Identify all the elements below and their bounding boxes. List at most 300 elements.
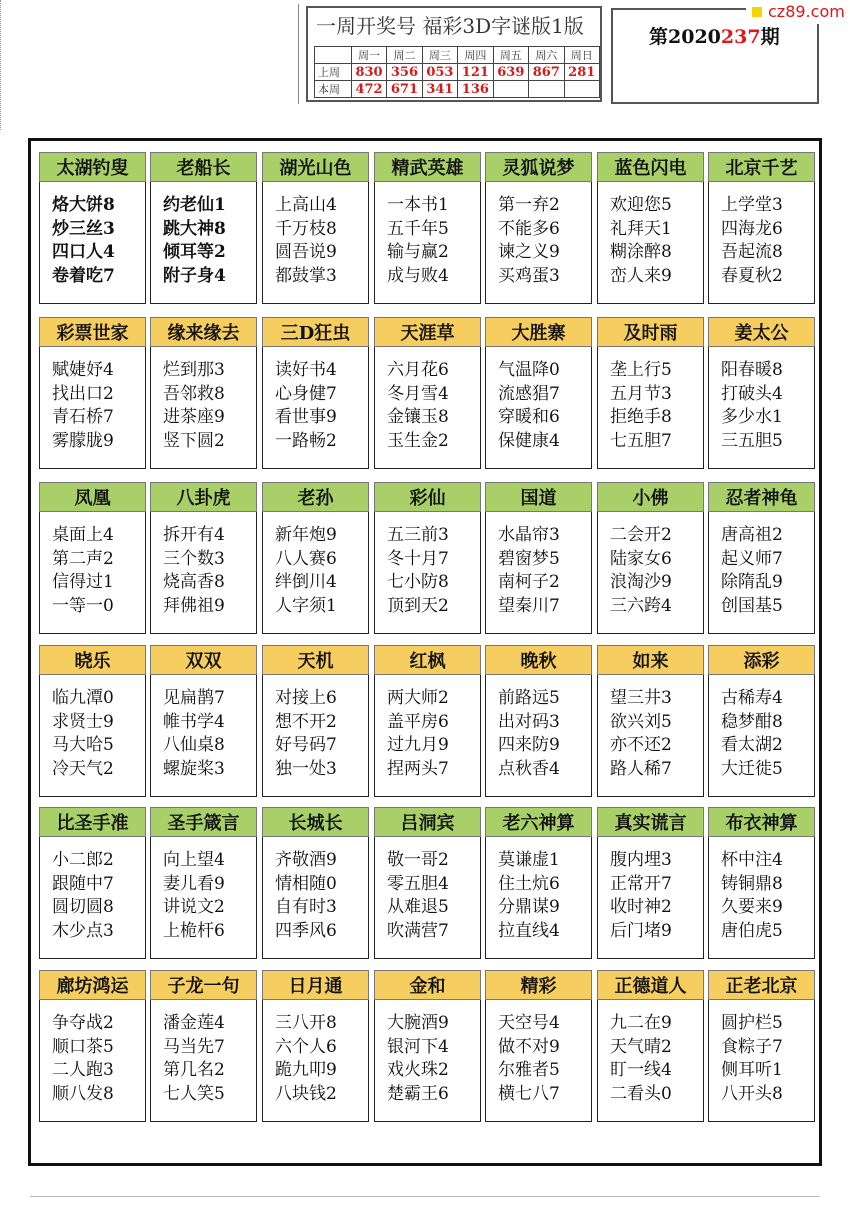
site-badge[interactable]	[746, 2, 846, 24]
panel-title: 精彩	[485, 970, 592, 1000]
puzzle-panel	[374, 970, 481, 1122]
riddle-line: 好号码7	[275, 735, 337, 755]
riddle-line: 过九月9	[387, 735, 449, 755]
riddle-line: 上高山4	[275, 195, 337, 215]
panel-body	[485, 512, 592, 634]
riddle-line: 妻儿看9	[163, 873, 225, 894]
puzzle-panel	[708, 482, 815, 634]
riddle-line: 捏两头7	[387, 758, 449, 779]
riddle-line: 久要来9	[721, 897, 783, 917]
panel-body	[708, 1000, 815, 1122]
panel-body	[262, 347, 369, 469]
puzzle-panel	[262, 317, 369, 469]
panel-body	[262, 1000, 369, 1122]
panel-title: 布衣神算	[708, 807, 815, 837]
riddle-line: 碧窗梦5	[498, 548, 560, 569]
riddle-line: 古稀寿4	[721, 688, 783, 708]
panel-body	[150, 512, 257, 634]
riddle-line: 路人稀7	[610, 758, 672, 779]
puzzle-panel	[708, 317, 815, 469]
riddle-line: 唐高祖2	[721, 525, 783, 545]
panel-body	[150, 837, 257, 959]
puzzle-panel	[39, 970, 146, 1122]
riddle-line: 穿暖和6	[498, 407, 560, 427]
riddle-line: 望三井3	[610, 688, 672, 708]
panel-body	[708, 512, 815, 634]
riddle-line: 二会开2	[610, 525, 672, 545]
panel-title: 小佛	[597, 482, 704, 512]
draw-number	[564, 81, 600, 98]
riddle-line: 情相随0	[275, 873, 337, 894]
puzzle-panel	[374, 317, 481, 469]
riddle-line: 千万枝8	[275, 218, 337, 239]
riddle-line: 做不对9	[498, 1036, 560, 1057]
riddle-line: 烂到那3	[163, 360, 225, 380]
draw-number: 830	[351, 64, 386, 81]
riddle-line: 顺口茶5	[52, 1036, 114, 1057]
riddle-line: 除隋乱9	[721, 572, 783, 592]
riddle-line: 找出口2	[52, 383, 114, 404]
riddle-line: 吹满营7	[387, 920, 449, 941]
riddle-line: 第二声2	[52, 548, 114, 569]
puzzle-panel	[150, 482, 257, 634]
puzzle-panel	[597, 807, 704, 959]
panel-body	[597, 347, 704, 469]
draw-number	[529, 81, 564, 98]
riddle-line: 八开头8	[721, 1083, 783, 1104]
panel-body	[374, 512, 481, 634]
riddle-line: 天空号4	[498, 1013, 560, 1033]
riddle-line: 冷天气2	[52, 758, 114, 779]
draw-number: 639	[493, 64, 528, 81]
riddle-line: 潘金莲4	[163, 1013, 225, 1033]
riddle-line: 青石桥7	[52, 407, 114, 427]
panel-title: 圣手箴言	[150, 807, 257, 837]
panel-body	[39, 347, 146, 469]
riddle-line: 多少水1	[721, 407, 783, 427]
panel-title: 姜太公	[708, 317, 815, 347]
panel-body	[485, 1000, 592, 1122]
panel-title: 如来	[597, 645, 704, 675]
riddle-line: 跟随中7	[52, 873, 114, 894]
panel-title: 长城长	[262, 807, 369, 837]
puzzle-panel	[374, 152, 481, 304]
puzzle-panel	[374, 482, 481, 634]
riddle-line: 四口人4	[52, 242, 115, 262]
panel-body	[708, 675, 815, 797]
riddle-line: 五三前3	[387, 525, 449, 545]
issue-number	[649, 22, 780, 49]
riddle-line: 欢迎您5	[610, 195, 672, 215]
riddle-line: 九二在9	[610, 1013, 672, 1033]
riddle-line: 卷着吃7	[52, 265, 115, 286]
panel-title: 正德道人	[597, 970, 704, 1000]
puzzle-panel	[262, 482, 369, 634]
puzzle-panel	[485, 970, 592, 1122]
riddle-line: 上学堂3	[721, 195, 783, 215]
riddle-line: 对接上6	[275, 688, 337, 708]
riddle-line: 四季风6	[275, 920, 337, 941]
riddle-line: 糊涂醉8	[610, 242, 672, 262]
panel-body	[39, 182, 146, 304]
riddle-line: 流感猖7	[498, 383, 560, 404]
riddle-line: 八人赛6	[275, 548, 337, 569]
panel-title: 北京千艺	[708, 152, 815, 182]
riddle-line: 食粽子7	[721, 1036, 783, 1057]
riddle-line: 横七八7	[498, 1083, 560, 1104]
bottom-divider	[30, 1196, 820, 1197]
riddle-line: 人字须1	[275, 595, 337, 616]
panel-title: 国道	[485, 482, 592, 512]
panel-title: 凤凰	[39, 482, 146, 512]
riddle-line: 创国基5	[721, 595, 783, 616]
riddle-line: 一路畅2	[275, 430, 337, 451]
riddle-line: 大迁徙5	[721, 758, 783, 779]
riddle-line: 冬月雪4	[387, 383, 449, 404]
puzzle-panel	[597, 152, 704, 304]
panel-body	[485, 182, 592, 304]
riddle-line: 附子身4	[163, 265, 226, 286]
panel-title: 缘来缘去	[150, 317, 257, 347]
panel-title: 彩仙	[374, 482, 481, 512]
riddle-line: 求贤士9	[52, 711, 114, 732]
riddle-line: 稳梦酣8	[721, 711, 783, 732]
draw-number: 136	[458, 81, 493, 98]
riddle-line: 正常开7	[610, 873, 672, 894]
panel-body	[597, 1000, 704, 1122]
riddle-line: 零五胆4	[387, 873, 449, 894]
draw-number: 053	[422, 64, 457, 81]
panel-body	[262, 675, 369, 797]
panel-title: 八卦虎	[150, 482, 257, 512]
draw-number: 356	[387, 64, 422, 81]
riddle-line: 心身健7	[275, 383, 337, 404]
riddle-line: 出对码3	[498, 711, 560, 732]
riddle-line: 小二郎2	[52, 850, 114, 870]
riddle-line: 六月花6	[387, 360, 449, 380]
riddle-line: 亦不还2	[610, 735, 672, 755]
panel-title: 老孙	[262, 482, 369, 512]
riddle-line: 浪淘沙9	[610, 572, 672, 592]
riddle-line: 赋婕妤4	[52, 360, 114, 380]
riddle-line: 五月节3	[610, 383, 672, 404]
riddle-line: 盖平房6	[387, 711, 449, 732]
panel-title: 日月通	[262, 970, 369, 1000]
draw-number: 281	[564, 64, 600, 81]
day-header: 周四	[458, 47, 493, 64]
riddle-line: 跳大神8	[163, 218, 226, 239]
riddle-line: 跪九叩9	[275, 1060, 337, 1080]
panel-body	[262, 182, 369, 304]
draw-number: 472	[351, 81, 386, 98]
riddle-line: 银河下4	[387, 1036, 449, 1057]
riddle-line: 第一弃2	[498, 195, 560, 215]
riddle-line: 独一处3	[275, 758, 337, 779]
riddle-line: 尔雅者5	[498, 1060, 560, 1080]
riddle-line: 吾邻救8	[163, 383, 225, 404]
riddle-line: 铸铜鼎8	[721, 873, 783, 894]
riddle-line: 第几名2	[163, 1060, 225, 1080]
panel-title: 晚秋	[485, 645, 592, 675]
riddle-line: 拒绝手8	[610, 407, 672, 427]
panel-title: 红枫	[374, 645, 481, 675]
puzzle-panel	[39, 152, 146, 304]
panel-body	[597, 675, 704, 797]
riddle-line: 保健康4	[498, 430, 560, 451]
puzzle-panel	[485, 807, 592, 959]
riddle-line: 望秦川7	[498, 595, 560, 616]
riddle-line: 绊倒川4	[275, 572, 337, 592]
day-header: 周六	[529, 47, 564, 64]
riddle-line: 读好书4	[275, 360, 337, 380]
puzzle-panel	[150, 807, 257, 959]
puzzle-panel	[708, 970, 815, 1122]
riddle-line: 雾朦胧9	[52, 430, 114, 451]
riddle-line: 金镶玉8	[387, 407, 449, 427]
puzzle-panel	[485, 317, 592, 469]
riddle-line: 拆开有4	[163, 525, 225, 545]
panel-title: 正老北京	[708, 970, 815, 1000]
panel-body	[39, 1000, 146, 1122]
riddle-line: 见扁鹊7	[163, 688, 225, 708]
riddle-line: 木少点3	[52, 920, 114, 941]
issue-number-highlight: 237	[720, 26, 761, 48]
riddle-line: 烙大饼8	[52, 195, 115, 215]
panel-title: 及时雨	[597, 317, 704, 347]
panel-title: 天机	[262, 645, 369, 675]
panel-title: 灵狐说梦	[485, 152, 592, 182]
puzzle-panel	[262, 807, 369, 959]
puzzle-panel	[262, 645, 369, 797]
riddle-line: 陆家女6	[610, 548, 672, 569]
riddle-line: 不能多6	[498, 218, 560, 239]
puzzle-panel	[39, 317, 146, 469]
riddle-line: 唐伯虎5	[721, 920, 783, 941]
puzzle-panel	[39, 482, 146, 634]
riddle-line: 莫谦虚1	[498, 850, 560, 870]
riddle-line: 二看头0	[610, 1083, 672, 1104]
draw-number: 671	[387, 81, 422, 98]
riddle-line: 七小防8	[387, 572, 449, 592]
puzzle-panel	[708, 152, 815, 304]
riddle-line: 起义师7	[721, 548, 783, 569]
panel-title: 廊坊鸿运	[39, 970, 146, 1000]
puzzle-panel	[150, 970, 257, 1122]
riddle-line: 两大师2	[387, 688, 449, 708]
day-header: 周一	[351, 47, 386, 64]
riddle-line: 圆护栏5	[721, 1013, 783, 1033]
riddle-line: 五千年5	[387, 218, 449, 239]
riddle-line: 买鸡蛋3	[498, 265, 560, 286]
puzzle-panel	[262, 152, 369, 304]
riddle-line: 二人跑3	[52, 1060, 114, 1080]
riddle-line: 向上望4	[163, 850, 225, 870]
page-edge-left	[0, 0, 3, 130]
riddle-line: 螺旋桨3	[163, 758, 225, 779]
puzzle-panel	[39, 645, 146, 797]
riddle-line: 四海龙6	[721, 218, 783, 239]
riddle-line: 桌面上4	[52, 525, 114, 545]
panel-title: 比圣手准	[39, 807, 146, 837]
panel-title: 太湖钓叟	[39, 152, 146, 182]
weekly-results-table	[306, 6, 602, 102]
riddle-line: 齐敬酒9	[275, 850, 337, 870]
panel-body	[150, 182, 257, 304]
riddle-line: 输与赢2	[387, 242, 449, 262]
riddle-line: 礼拜天1	[610, 218, 672, 239]
panel-body	[39, 512, 146, 634]
riddle-line: 进茶座9	[163, 407, 225, 427]
panel-body	[262, 512, 369, 634]
riddle-line: 看世事9	[275, 407, 337, 427]
panel-title: 精武英雄	[374, 152, 481, 182]
draw-number	[493, 81, 528, 98]
puzzle-panel	[597, 645, 704, 797]
riddle-line: 点秋香4	[498, 758, 560, 779]
riddle-line: 竖下圆2	[163, 430, 225, 451]
riddle-line: 顺八发8	[52, 1083, 114, 1104]
riddle-line: 侧耳听1	[721, 1060, 783, 1080]
day-header: 周二	[387, 47, 422, 64]
riddle-line: 成与败4	[387, 265, 449, 286]
panel-title: 双双	[150, 645, 257, 675]
puzzle-panel	[708, 807, 815, 959]
riddle-line: 帷书学4	[163, 711, 225, 732]
panel-body	[39, 837, 146, 959]
riddle-line: 从难退5	[387, 897, 449, 917]
riddle-line: 八块钱2	[275, 1083, 337, 1104]
riddle-line: 气温降0	[498, 360, 560, 380]
panel-body	[374, 1000, 481, 1122]
panel-body	[597, 512, 704, 634]
puzzle-panel	[374, 645, 481, 797]
riddle-line: 水晶帘3	[498, 525, 560, 545]
panel-title: 添彩	[708, 645, 815, 675]
panel-title: 子龙一句	[150, 970, 257, 1000]
panel-body	[708, 182, 815, 304]
riddle-line: 住土炕6	[498, 873, 560, 894]
riddle-line: 吾起流8	[721, 242, 783, 262]
day-header: 周三	[422, 47, 457, 64]
panel-title: 金和	[374, 970, 481, 1000]
day-header: 周日	[564, 47, 600, 64]
riddle-line: 临九潭0	[52, 688, 114, 708]
panel-body	[708, 347, 815, 469]
weekly-results-grid	[314, 46, 600, 98]
riddle-line: 看太湖2	[721, 735, 783, 755]
panel-title: 老船长	[150, 152, 257, 182]
riddle-line: 玉生金2	[387, 430, 449, 451]
riddle-line: 春夏秋2	[721, 265, 783, 286]
panel-body	[485, 347, 592, 469]
panel-body	[485, 837, 592, 959]
row-label-this-week: 本周	[315, 81, 352, 98]
panel-title: 忍者神龟	[708, 482, 815, 512]
riddle-line: 马大哈5	[52, 735, 114, 755]
panel-title: 老六神算	[485, 807, 592, 837]
day-header: 周五	[493, 47, 528, 64]
issue-suffix: 期	[760, 26, 780, 48]
riddle-line: 盯一线4	[610, 1060, 672, 1080]
puzzle-grid-frame	[28, 138, 822, 1166]
riddle-line: 约老仙1	[163, 195, 226, 215]
riddle-line: 都鼓掌3	[275, 265, 337, 286]
panel-body	[39, 675, 146, 797]
riddle-line: 拉直线4	[498, 920, 560, 941]
issue-prefix: 第2020	[649, 26, 721, 48]
panel-title: 大胜寨	[485, 317, 592, 347]
riddle-line: 一本书1	[387, 195, 449, 215]
puzzle-panel	[708, 645, 815, 797]
riddle-line: 腹内埋3	[610, 850, 672, 870]
riddle-line: 大腕酒9	[387, 1013, 449, 1033]
panel-title: 蓝色闪电	[597, 152, 704, 182]
riddle-line: 前路远5	[498, 688, 560, 708]
panel-title: 湖光山色	[262, 152, 369, 182]
panel-body	[150, 1000, 257, 1122]
row-label-last-week: 上周	[315, 64, 352, 81]
panel-body	[597, 182, 704, 304]
riddle-line: 阳春暖8	[721, 360, 783, 380]
panel-body	[374, 347, 481, 469]
riddle-line: 炒三丝3	[52, 218, 115, 239]
puzzle-panel	[485, 645, 592, 797]
riddle-line: 倾耳等2	[163, 242, 226, 262]
riddle-line: 马当先7	[163, 1036, 225, 1057]
corner-cell	[315, 47, 352, 64]
draw-number: 121	[458, 64, 493, 81]
riddle-line: 三五胆5	[721, 430, 783, 451]
riddle-line: 一等一0	[52, 595, 114, 616]
riddle-line: 垄上行5	[610, 360, 672, 380]
riddle-line: 天气晴2	[610, 1036, 672, 1057]
panel-title: 三D狂虫	[262, 317, 369, 347]
riddle-line: 分鼎谋9	[498, 897, 560, 917]
riddle-line: 圆切圆8	[52, 897, 114, 917]
draw-number: 867	[529, 64, 564, 81]
puzzle-panel	[485, 152, 592, 304]
panel-body	[150, 347, 257, 469]
puzzle-panel	[262, 970, 369, 1122]
puzzle-panel	[485, 482, 592, 634]
riddle-line: 七人笑5	[163, 1083, 225, 1104]
riddle-line: 顶到天2	[387, 595, 449, 616]
panel-title: 吕洞宾	[374, 807, 481, 837]
panel-title: 彩票世家	[39, 317, 146, 347]
puzzle-panel	[597, 317, 704, 469]
riddle-line: 六个人6	[275, 1036, 337, 1057]
riddle-line: 争夺战2	[52, 1013, 114, 1033]
panel-body	[597, 837, 704, 959]
puzzle-panel	[374, 807, 481, 959]
riddle-line: 楚霸王6	[387, 1083, 449, 1104]
riddle-line: 新年炮9	[275, 525, 337, 545]
riddle-line: 收时神2	[610, 897, 672, 917]
panel-body	[374, 837, 481, 959]
riddle-line: 烧高香8	[163, 572, 225, 592]
weekly-results-title: 一周开奖号 福彩3D字谜版1版	[316, 14, 584, 38]
riddle-line: 上桅杆6	[163, 920, 225, 941]
riddle-line: 讲说文2	[163, 897, 225, 917]
draw-number: 341	[422, 81, 457, 98]
panel-body	[708, 837, 815, 959]
puzzle-panel	[597, 482, 704, 634]
puzzle-panel	[150, 317, 257, 469]
panel-body	[374, 182, 481, 304]
riddle-line: 三个数3	[163, 548, 225, 569]
square-icon	[752, 7, 762, 17]
riddle-line: 想不开2	[275, 711, 337, 732]
